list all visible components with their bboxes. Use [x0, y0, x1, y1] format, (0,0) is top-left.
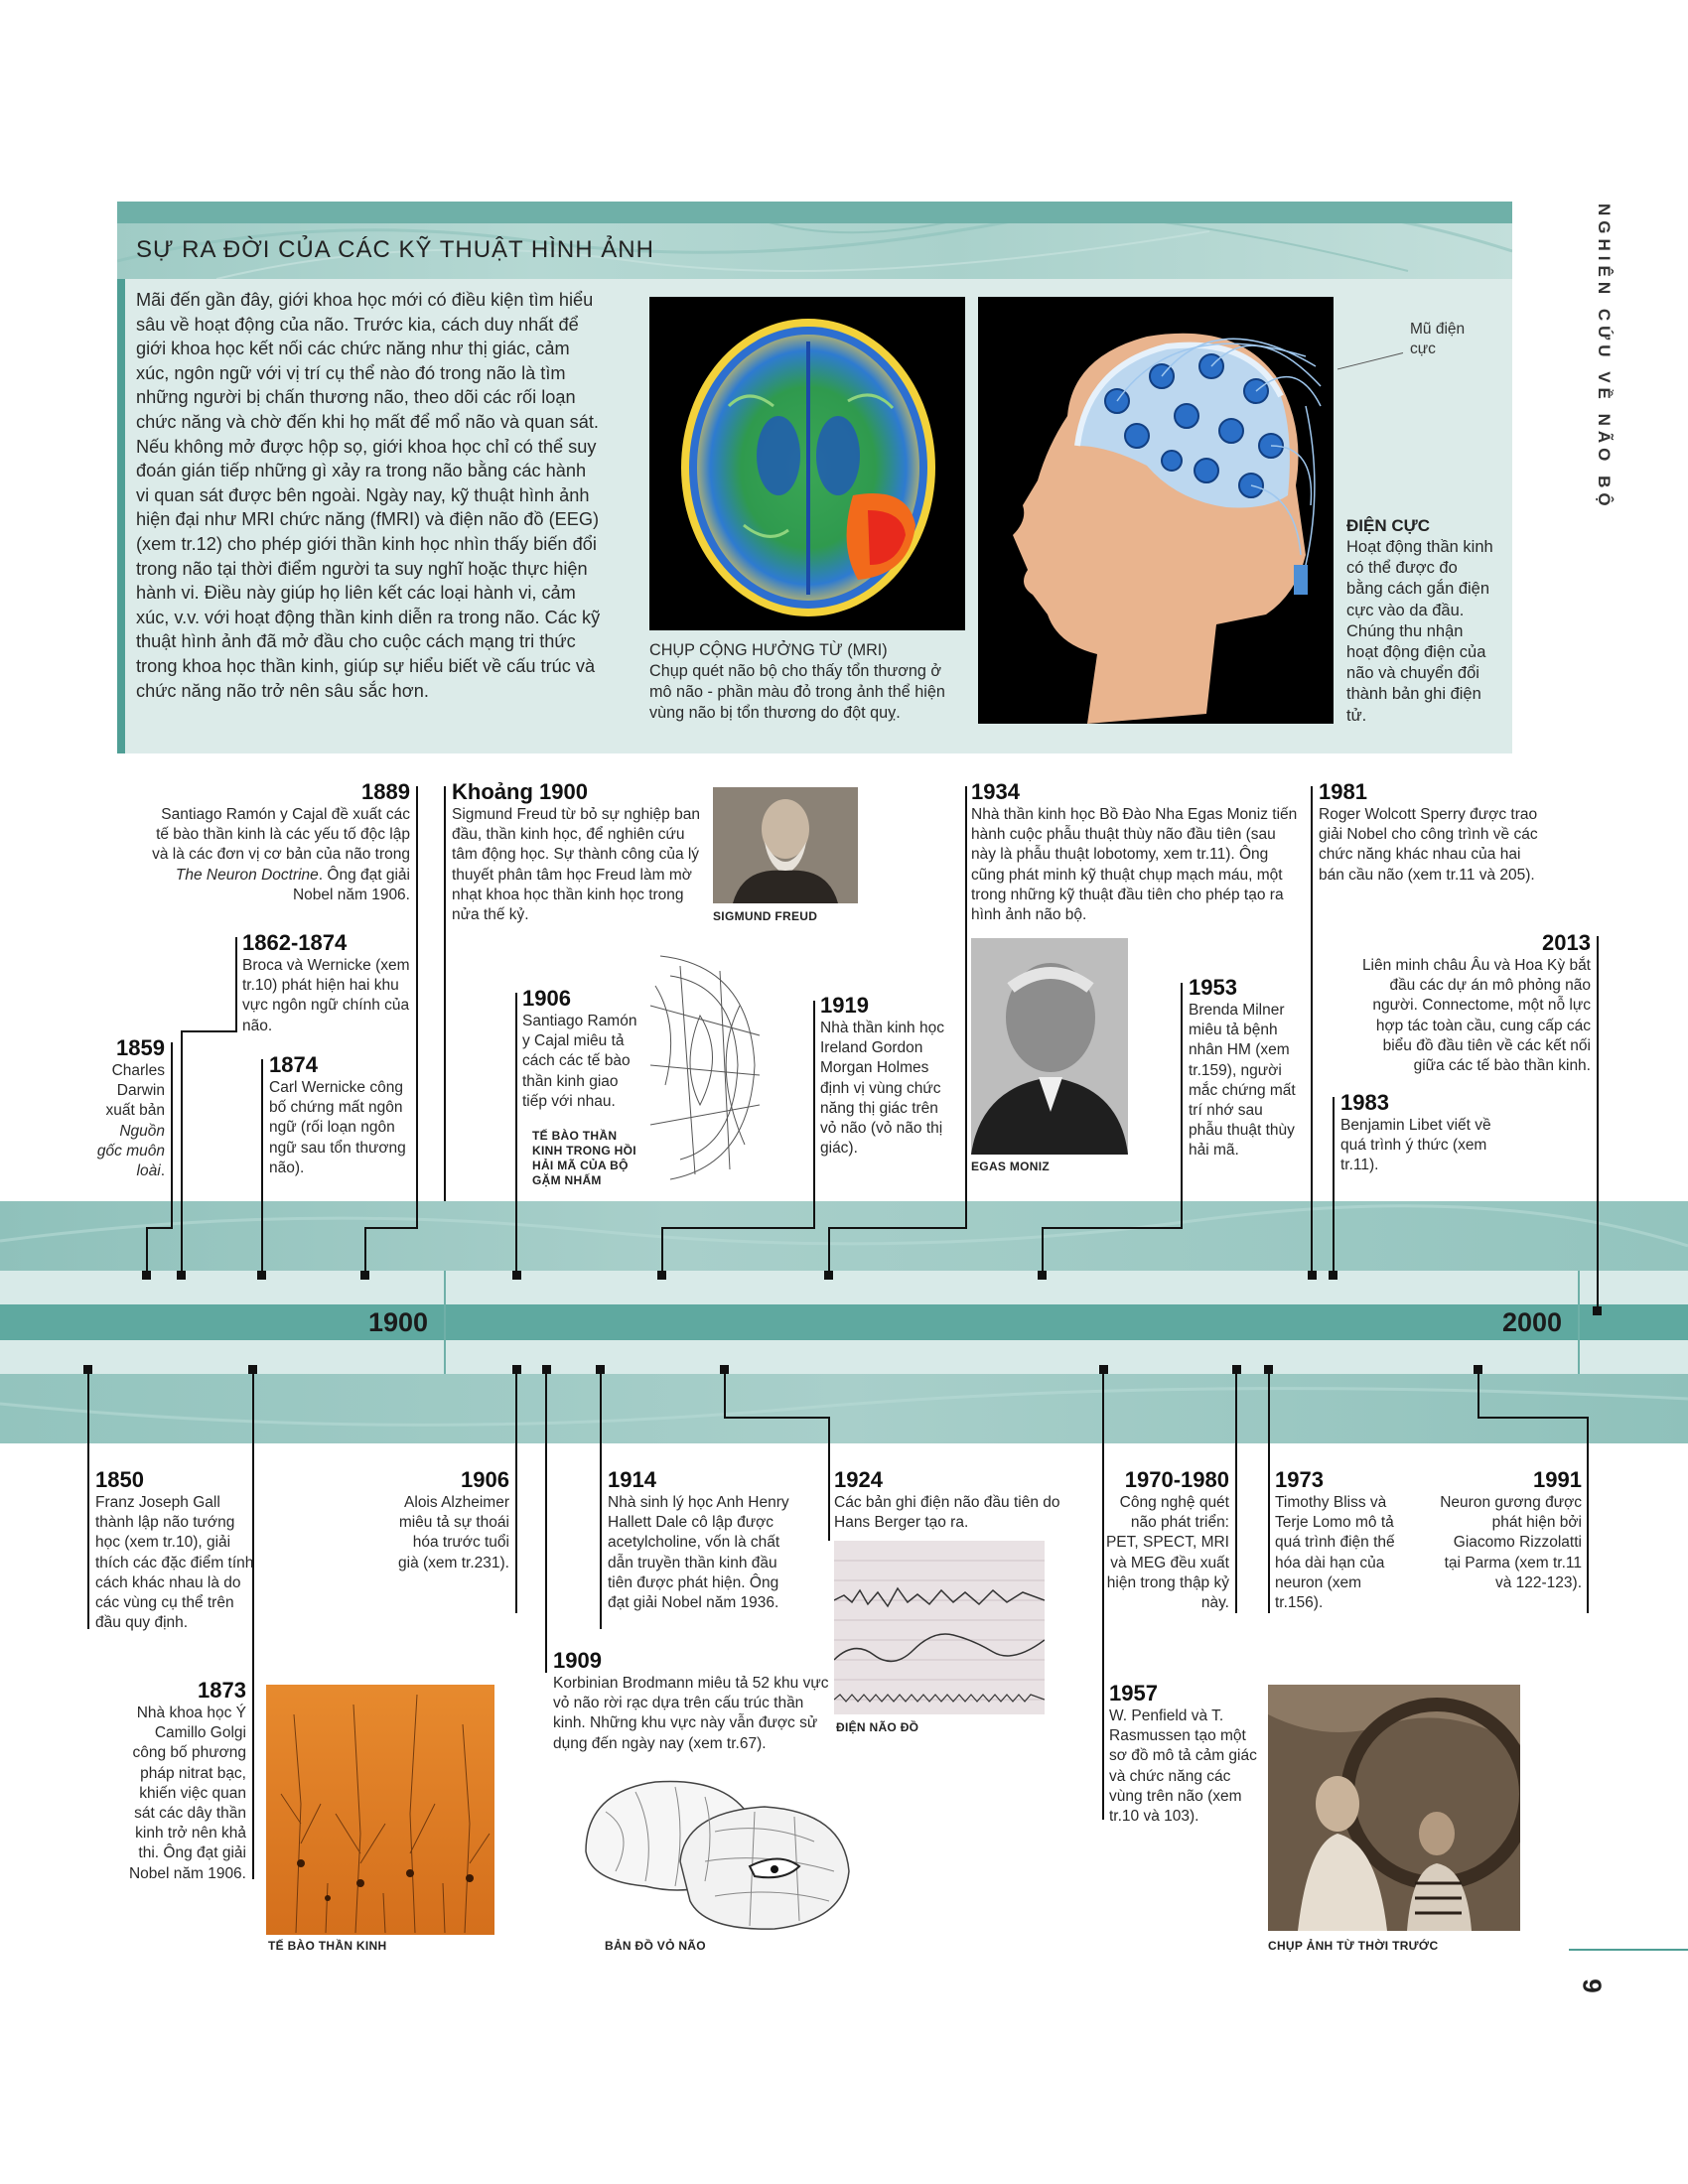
event-1859-text-a: Charles Darwin xuất bản	[105, 1062, 165, 1120]
event-1906b-text: Alois Alzheimer miêu tả sự thoái hóa trước tuổi già (xem tr.231).	[398, 1494, 509, 1571]
event-1889	[147, 779, 410, 905]
event-1981-text: Roger Wolcott Sperry được trao giải Nobel cho công trình về các chức năng khác nhau của hai bán cầu não (xem tr.11 và 205).	[1319, 806, 1538, 884]
event-1953	[1189, 975, 1298, 1161]
brodmann-caption: BẢN ĐỒ VỎ NÃO	[605, 1939, 706, 1953]
mri-caption-title: CHỤP CỘNG HƯỞNG TỪ (MRI)	[649, 641, 888, 659]
event-1889-text-b: . Ông đạt giải Nobel năm 1906.	[292, 866, 410, 903]
chapter-title: NGHIÊN CỨU VỀ NÃO BỘ	[1595, 204, 1614, 511]
leader-1906b	[515, 1373, 517, 1613]
event-2013-text: Liên minh châu Âu và Hoa Kỳ bắt đầu các dự án mô phỏng não người. Connectome, một nỗ lực hợp tác toàn cầu, cung cấp các biểu đồ đầu tiên về các kết nối giữa các tế bào thần kinh.	[1361, 957, 1591, 1075]
event-1906a-text: Santiago Ramón y Cajal miêu tả cách các tế bào thần kinh giao tiếp với nhau.	[522, 1013, 637, 1110]
leader-1991	[1477, 1373, 1479, 1418]
leader-1909	[545, 1373, 547, 1673]
event-1973-text: Timothy Bliss và Terje Lomo mô tả quá trình điện thế hóa dài hạn của neuron (xem tr.156).	[1275, 1494, 1395, 1612]
eeg-cap-image	[978, 297, 1334, 724]
timeline-lane-upper	[0, 1271, 1688, 1304]
timeline-axis	[0, 1304, 1688, 1340]
event-1874	[269, 1052, 408, 1178]
leader-1859-v2	[146, 1227, 148, 1273]
event-1983	[1340, 1090, 1514, 1176]
event-1914-text: Nhà sinh lý học Anh Henry Hallett Dale cô lập được acetylcholine, vốn là chất dẫn truyền thần kinh đầu tiên được phát hiện. Ông đạt giải Nobel năm 1936.	[608, 1494, 789, 1612]
historic-photo	[1268, 1685, 1520, 1931]
event-1919	[820, 993, 949, 1159]
freud-caption: SIGMUND FREUD	[713, 909, 818, 923]
page-number: 9	[1577, 1979, 1608, 1993]
leader-1906a	[515, 993, 517, 1273]
leader-1859	[171, 1042, 173, 1228]
leader-1991-h	[1477, 1417, 1589, 1419]
moniz-caption: EGAS MONIZ	[971, 1160, 1051, 1173]
event-1981-year: 1981	[1319, 779, 1367, 804]
event-1850	[95, 1467, 254, 1633]
event-1906a	[522, 986, 641, 1112]
leader-1859-h	[146, 1227, 173, 1229]
imaging-body: Mãi đến gần đây, giới khoa học mới có điều kiện tìm hiểu sâu về hoạt động của não. Trước kia, cách duy nhất để giới khoa học kết nối các chức năng như thị giác, cảm xúc, ngôn ngữ với vị trí cụ thể nào đó trong não là tìm những người bị chấn thương não, theo dõi các rối loạn chức năng và chờ đến khi họ mất để mổ não và quan sát. Nếu không mở được hộp sọ, giới khoa học chỉ có thể suy đoán gián tiếp những gì xảy ra trong não bằng các hành vi quan sát được bên ngoài. Ngày nay, kỹ thuật hình ảnh hiện đại như MRI chức năng (fMRI) và điện não đồ (EEG) (xem tr.12) cho phép giới thần kinh học nhìn thấy biến đổi trong não tại thời điểm người ta suy nghĩ hoặc thực hiện hành vi. Điều này giúp họ liên kết các loại hành vi, cảm xúc, v.v. với hoạt động thần kinh diễn ra trong não. Các kỹ thuật hình ảnh đã mở đầu cho cuộc cách mạng tri thức trong khoa học thần kinh, giúp sự hiểu biết về cấu trúc và chức năng não trở nên sâu sắc hơn.	[136, 290, 601, 701]
event-1934-year: 1934	[971, 779, 1020, 804]
leader-1862-v2	[181, 1030, 183, 1273]
event-1973	[1275, 1467, 1404, 1613]
event-1924-year: 1924	[834, 1467, 883, 1492]
leader-1919-v2	[661, 1227, 663, 1273]
event-1909-text: Korbinian Brodmann miêu tả 52 khu vực vỏ não rời rạc dựa trên cấu trúc thần kinh. Những khu vực này vẫn được sử dụng đến ngày nay (xem tr.67).	[553, 1675, 829, 1752]
event-1859	[95, 1035, 165, 1181]
leader-1900	[444, 786, 446, 1201]
event-1859-year: 1859	[116, 1035, 165, 1060]
leader-1914	[600, 1373, 602, 1629]
leader-1953-v2	[1042, 1227, 1044, 1273]
event-1953-year: 1953	[1189, 975, 1237, 1000]
leader-1874	[261, 1059, 263, 1273]
leader-1862	[235, 937, 237, 1031]
historic-photo-caption: CHỤP ẢNH TỪ THỜI TRƯỚC	[1268, 1939, 1439, 1953]
event-1874-year: 1874	[269, 1052, 318, 1077]
eeg-trace-image	[834, 1541, 1045, 1714]
event-1924-text: Các bản ghi điện não đầu tiên do Hans Berger tạo ra.	[834, 1494, 1060, 1532]
event-1973-year: 1973	[1275, 1467, 1324, 1492]
leader-1953-h	[1042, 1227, 1183, 1229]
golgi-neurons-image	[266, 1685, 494, 1935]
leader-1924u	[965, 786, 967, 1228]
leader-1919-h	[661, 1227, 815, 1229]
event-1906b-year: 1906	[461, 1467, 509, 1492]
event-1889-year: 1889	[361, 779, 410, 804]
event-1859-book: Nguồn gốc muôn loài	[96, 1122, 165, 1180]
event-1914-year: 1914	[608, 1467, 656, 1492]
leader-1889	[416, 786, 418, 1227]
event-1900	[452, 779, 712, 925]
event-1859-text-b: .	[160, 1162, 165, 1180]
event-1906a-year: 1906	[522, 986, 571, 1011]
leader-1973	[1268, 1373, 1270, 1613]
brodmann-map-image	[576, 1772, 854, 1936]
eeg-trace-caption: ĐIỆN NÃO ĐỒ	[836, 1720, 919, 1734]
event-1957	[1109, 1681, 1268, 1827]
event-2013	[1352, 930, 1591, 1076]
event-1909	[553, 1648, 831, 1754]
leader-1953	[1181, 983, 1183, 1228]
event-1970-year: 1970-1980	[1124, 1467, 1229, 1492]
event-1906b	[397, 1467, 509, 1573]
leader-1924-v2	[828, 1417, 830, 1541]
leader-1981	[1311, 786, 1313, 1273]
event-1934	[971, 779, 1304, 925]
golgi-caption: TẾ BÀO THẦN KINH	[268, 1939, 387, 1953]
event-1983-text: Benjamin Libet viết về quá trình ý thức (xem tr.11).	[1340, 1117, 1491, 1174]
event-1991-year: 1991	[1533, 1467, 1582, 1492]
event-1900-year: Khoảng 1900	[452, 779, 588, 804]
event-1873	[119, 1678, 246, 1884]
imaging-title: SỰ RA ĐỜI CỦA CÁC KỸ THUẬT HÌNH ẢNH	[136, 236, 654, 263]
event-1862	[242, 930, 411, 1036]
tick-1900	[444, 1271, 446, 1374]
event-1934-text: Nhà thần kinh học Bồ Đào Nha Egas Moniz tiến hành cuộc phẫu thuật thùy não đầu tiên (sau này là phẫu thuật lobotomy, xem tr.11). Ông cũng phát minh kỹ thuật chụp mạch máu, một trong những kỹ thuật đầu tiên cho phép tạo ra hình ảnh não bộ.	[971, 806, 1298, 924]
event-1874-text: Carl Wernicke công bố chứng mất ngôn ngữ (rối loạn ngôn ngữ sau tổn thương não).	[269, 1079, 406, 1176]
leader-1850	[87, 1373, 89, 1629]
event-1970-text: Công nghệ quét não phát triển: PET, SPECT, MRI và MEG đều xuất hiện trong thập kỷ này.	[1105, 1494, 1229, 1612]
axis-label-2000: 2000	[1502, 1307, 1563, 1337]
event-1919-year: 1919	[820, 993, 869, 1018]
event-1909-year: 1909	[553, 1648, 602, 1673]
tick-2000	[1578, 1271, 1580, 1374]
cap-label: Mũ điện cực	[1410, 321, 1466, 357]
leader-1924	[724, 1373, 726, 1418]
moniz-photo	[971, 938, 1128, 1155]
event-1924	[834, 1467, 1077, 1533]
freud-photo	[713, 787, 858, 903]
mri-caption	[649, 640, 967, 724]
hippocampus-caption: TẾ BÀO THẦN KINH TRONG HỒI HẢI MÃ CỦA BỘ GẶM NHẤM	[532, 1129, 636, 1187]
event-1953-text: Brenda Milner miêu tả bệnh nhân HM (xem tr.159), người mắc chứng mất trí nhớ sau phẫu thuật thùy hải mã.	[1189, 1002, 1296, 1160]
event-1862-text: Broca và Wernicke (xem tr.10) phát hiện hai khu vực ngôn ngữ chính của não.	[242, 957, 410, 1034]
leader-1924u-v2	[828, 1227, 830, 1273]
event-1991-text: Neuron gương được phát hiện bởi Giacomo Rizzolatti tại Parma (xem tr.11 và 122-123).	[1440, 1494, 1582, 1591]
event-1991	[1435, 1467, 1582, 1593]
axis-label-1900: 1900	[368, 1307, 429, 1337]
event-1850-year: 1850	[95, 1467, 144, 1492]
event-1981	[1319, 779, 1547, 886]
page-rule	[1569, 1949, 1688, 1951]
leader-1919	[813, 1001, 815, 1228]
event-1850-text: Franz Joseph Gall thành lập não tướng học (xem tr.10), giải thích các đặc điểm tính cách khác nhau là do các vùng cụ thể trên đầu quy định.	[95, 1494, 254, 1632]
mri-caption-text: Chụp quét não bộ cho thấy tổn thương ở mô não - phần màu đỏ trong ảnh thể hiện vùng não bị tổn thương do đột quỵ.	[649, 662, 945, 722]
event-1914	[608, 1467, 796, 1613]
event-1889-text-a: Santiago Ramón y Cajal đề xuất các tế bào thần kinh là các yếu tố độc lập và là các đơn vị cơ bản của não trong	[152, 806, 410, 864]
event-1889-book: The Neuron Doctrine	[175, 866, 319, 884]
event-1900-text: Sigmund Freud từ bỏ sự nghiệp ban đầu, thần kinh học, để nghiên cứu tâm động học. Sự thành công của lý thuyết phân tâm học Freud làm mờ nhạt khoa học thần kinh học trong nửa thế kỷ.	[452, 806, 700, 924]
electrode-text: Hoạt động thần kinh có thể được đo bằng cách gắn điện cực vào da đầu. Chúng thu nhận hoạt động điện của não và chuyển đổi thành bản ghi điện tử.	[1346, 538, 1493, 725]
event-1919-text: Nhà thần kinh học Ireland Gordon Morgan Holmes định vị vùng chức năng thị giác trên vỏ não (vỏ não thị giác).	[820, 1020, 944, 1158]
event-1862-year: 1862-1874	[242, 930, 348, 955]
hippocampus-drawing	[640, 946, 770, 1189]
leader-1889-v2	[364, 1227, 366, 1273]
event-1970	[1102, 1467, 1229, 1613]
imaging-top-bar	[117, 202, 1512, 223]
leader-1889-h	[364, 1227, 418, 1229]
event-1957-year: 1957	[1109, 1681, 1158, 1706]
event-1873-text: Nhà khoa học Ý Camillo Golgi công bố phương pháp nitrat bạc, khiến việc quan sát các dây thần kinh trở nên khả thi. Ông đạt giải Nobel năm 1906.	[128, 1705, 246, 1882]
event-1873-year: 1873	[198, 1678, 246, 1703]
event-1983-year: 1983	[1340, 1090, 1389, 1115]
electrode-title: ĐIỆN CỰC	[1346, 516, 1430, 535]
event-2013-year: 2013	[1542, 930, 1591, 955]
leader-1924-h	[724, 1417, 830, 1419]
mri-scan-image	[649, 297, 965, 630]
imaging-left-bar	[117, 279, 125, 753]
leader-1991-v2	[1587, 1417, 1589, 1613]
event-1957-text: W. Penfield và T. Rasmussen tạo một sơ đồ mô tả cảm giác và chức năng các vùng trên não (xem tr.10 và 103).	[1109, 1707, 1257, 1826]
leader-1970	[1235, 1373, 1237, 1613]
timeline-band-top	[0, 1201, 1688, 1271]
leader-1862-h	[181, 1030, 237, 1032]
leader-2013	[1597, 936, 1599, 1308]
leader-1924u-h	[828, 1227, 967, 1229]
leader-1983	[1333, 1097, 1335, 1273]
